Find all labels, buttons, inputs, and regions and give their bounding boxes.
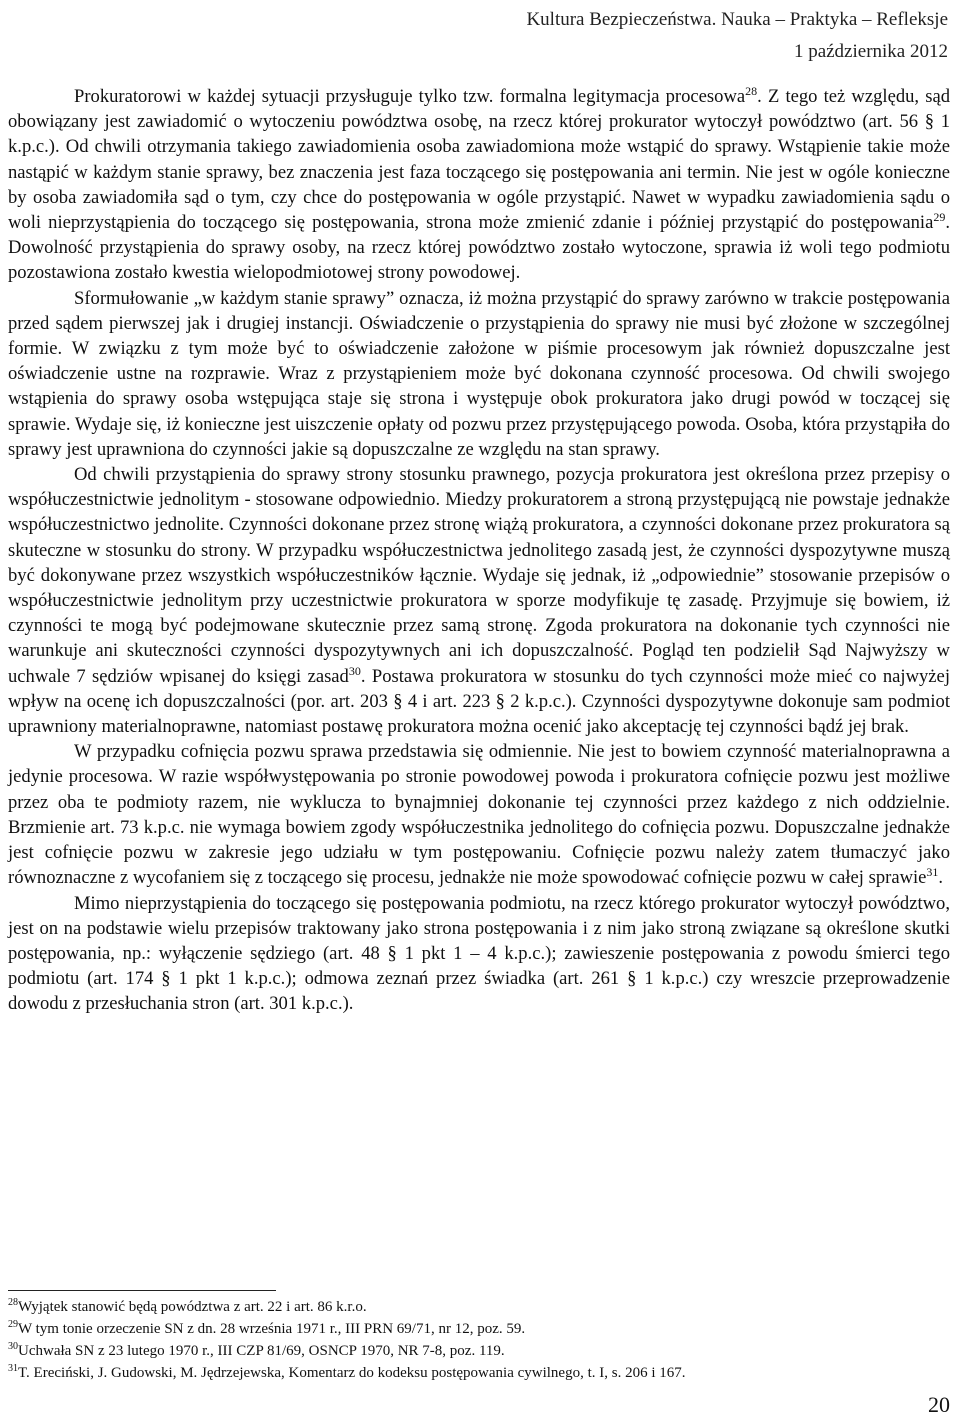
footnote-reference[interactable]: 28: [745, 84, 758, 98]
footnote-text: T. Ereciński, J. Gudowski, M. Jędrzejewska, Komentarz do kodeksu postępowania cywilnego, t. I, s. 206 i 167.: [18, 1365, 686, 1381]
paragraph-text: . Z tego też względu, sąd obowiązany jest zawiadomić o wytoczeniu powództwa osobę, na rzecz której prokurator wytoczył powództwo (art. 56 § 1 k.p.c.). Od chwili otrzymania takiego zawiadomienia osoba zawiadomiona może wstąpić do sprawy. Wstąpienie takie może nastąpić w każdym stanie sprawy, bez znaczenia jest faza toczącego się postępowania ani termin. Nie jest w ogóle konieczne by osoba zawiadomiła sąd o tym, czy chce do postępowania w ogóle przystąpić. Nawet w wypadku zawiadomienia sądu o woli nieprzystąpienia do toczącego się postępowania, strona może zmienić zdanie i później przystąpić do postępowania: [8, 86, 950, 234]
paragraph-text: Prokuratorowi w każdej sytuacji przysługuje tylko tzw. formalna legitymacja procesowa: [74, 86, 746, 107]
paragraph: [8, 84, 950, 286]
footnote-reference[interactable]: 29: [933, 210, 946, 225]
journal-title: Kultura Bezpieczeństwa. Nauka – Praktyka – Refleksje: [526, 9, 948, 30]
footnote-item: [8, 1340, 950, 1362]
body-text: [8, 84, 950, 1017]
paragraph-text: Mimo nieprzystąpienia do toczącego się postępowania podmiotu, na rzecz którego prokurator wytoczył powództwo, jest on na podstawie wielu przepisów traktowany jako strona postępowania i z nim jako stroną związane są określone skutki postępowania, np.: wyłączenie sędziego (art. 48 § 1 pkt 1 – 4 k.p.c.); zawieszenie postępowania z powodu śmierci tego podmiotu (art. 174 § 1 pkt 1 k.p.c.); odmowa zeznań przez świadka (art. 261 § 1 k.p.c.) czy wreszcie przeprowadzenie dowodu z przesłuchania stron (art. 301 k.p.c.).: [8, 892, 950, 1015]
footnote-text: Uchwała SN z 23 lutego 1970 r., III CZP 81/69, OSNCP 1970, NR 7-8, poz. 119.: [18, 1343, 505, 1359]
footnote-item: [8, 1296, 950, 1318]
paragraph-text: W przypadku cofnięcia pozwu sprawa przedstawia się odmiennie. Nie jest to bowiem czynność materialnoprawna a jedynie procesowa. W razie współwystępowania po stronie powodowej powoda i prokuratora cofnięcie pozwu jest możliwe przez oba te podmioty razem, nie wyklucza to bynajmniej dokonanie tej czynności przez każdego z nich oddzielnie. Brzmienie art. 73 k.p.c. nie wymaga bowiem zgody współuczestnika jednolitego do cofnięcia pozwu. Dopuszczalne jednakże jest cofnięcie pozwu w zakresie jego udziału w tym postępowaniu. Cofnięcie pozwu należy zatem tłumaczyć jako równoznaczne z wycofaniem się z toczącego się procesu, jednakże nie może spowodować cofnięcie pozwu w całej sprawie: [8, 741, 950, 889]
paragraph-text: . Dowolność przystąpienia do sprawy osoby, na rzecz której powództwo zostało wytoczone, sprawia iż woli tego podmiotu pozostawiona zostało kwestia wielopodmiotowej strony powodowej.: [8, 212, 950, 284]
paragraph: [8, 286, 950, 462]
issue-date: 1 października 2012: [793, 41, 948, 62]
footnote-number: 29: [8, 1319, 18, 1330]
paragraph-text: .: [938, 867, 944, 889]
footnote-text: W tym tonie orzeczenie SN z dn. 28 września 1971 r., III PRN 69/71, nr 12, poz. 59.: [18, 1321, 526, 1337]
footnote-item: [8, 1318, 950, 1340]
footnote-number: 28: [8, 1297, 18, 1308]
running-header: [448, 4, 948, 68]
footnotes: [8, 1296, 950, 1384]
footnote-item: [8, 1362, 950, 1384]
footnote-reference[interactable]: 31: [926, 865, 939, 880]
paragraph: [8, 891, 950, 1017]
footnote-number: 31: [8, 1363, 18, 1374]
footnote-reference[interactable]: 30: [348, 663, 361, 678]
footnote-separator: [8, 1290, 276, 1291]
paragraph: [8, 739, 950, 890]
footnote-text: Wyjątek stanowić będą powództwa z art. 22 i art. 86 k.r.o.: [18, 1299, 367, 1315]
footnote-number: 30: [8, 1341, 18, 1352]
paragraph-text: . Postawa prokuratora w stosunku do tych czynności może mieć co najwyżej wpływ na ocenę ich dopuszczalności (por. art. 203 § 4 i art. 223 § 2 k.p.c.). Czynności dyspozytywne dokonuje sam podmiot uprawniony materialnoprawne, natomiast postawę prokuratora można ocenić jako akceptację tej czynności bądź jej brak.: [8, 665, 950, 738]
paragraph-text: Sformułowanie „w każdym stanie sprawy” oznacza, iż można przystąpić do sprawy zarówno w trakcie postępowania przed sądem pierwszej jak i drugiej instancji. Oświadczenie o przystąpienia do sprawy nie musi być złożone w szczególnej formie. W związku z tym może być to oświadczenie założone w piśmie procesowym jak również dopuszczalne jest oświadczenie ustne na rozprawie. Wraz z przystąpieniem może być dokonana czynność procesowa. Od chwili swojego wstąpienia do sprawy osoba wstępująca staje się strona i występuje obok prokuratora jako drugi powód w toczącej się sprawie. Wydaje się, iż konieczne jest uiszczenie opłaty od pozwu przez przystępującego powoda. Osoba, która przystąpiła do sprawy jest uprawniona do czynności jakie są dopuszczalne ze względu na stan sprawy.: [8, 287, 950, 460]
page-number: 20: [928, 1392, 950, 1417]
paragraph-text: Od chwili przystąpienia do sprawy strony stosunku prawnego, pozycja prokuratora jest określona przez przepisy o współuczestnictwie jednolitym - stosowane odpowiednio. Miedzy prokuratorem a stroną przystępującą nie powstaje jednakże współuczestnictwo jednolite. Czynności dokonane przez stronę wiążą prokuratora, a czynności dokonane przez prokuratora są skuteczne w stosunku do strony. W przypadku współuczestnictwa jednolitego zasadą jest, że czynności dyspozytywne muszą być dokonywane przez wszystkich współuczestników łącznie. Wydaje się jednak, iż „odpowiednie” stosowanie przepisów o współuczestnictwie jednolitym przy uczestnictwie prokuratora w sporze modyfikuje tę zasadę. Przyjmuje się bowiem, iż czynności te mogą być podejmowane skutecznie przez samą stronę. Zgoda prokuratora na dokonanie tych czynności nie warunkuje ani skuteczności czynności dyspozytywnych ani ich dopuszczalność. Pogląd ten podzielił Sąd Najwyższy w uchwale 7 sędziów wpisanej do księgi zasad: [8, 464, 950, 687]
paragraph: [8, 462, 950, 739]
